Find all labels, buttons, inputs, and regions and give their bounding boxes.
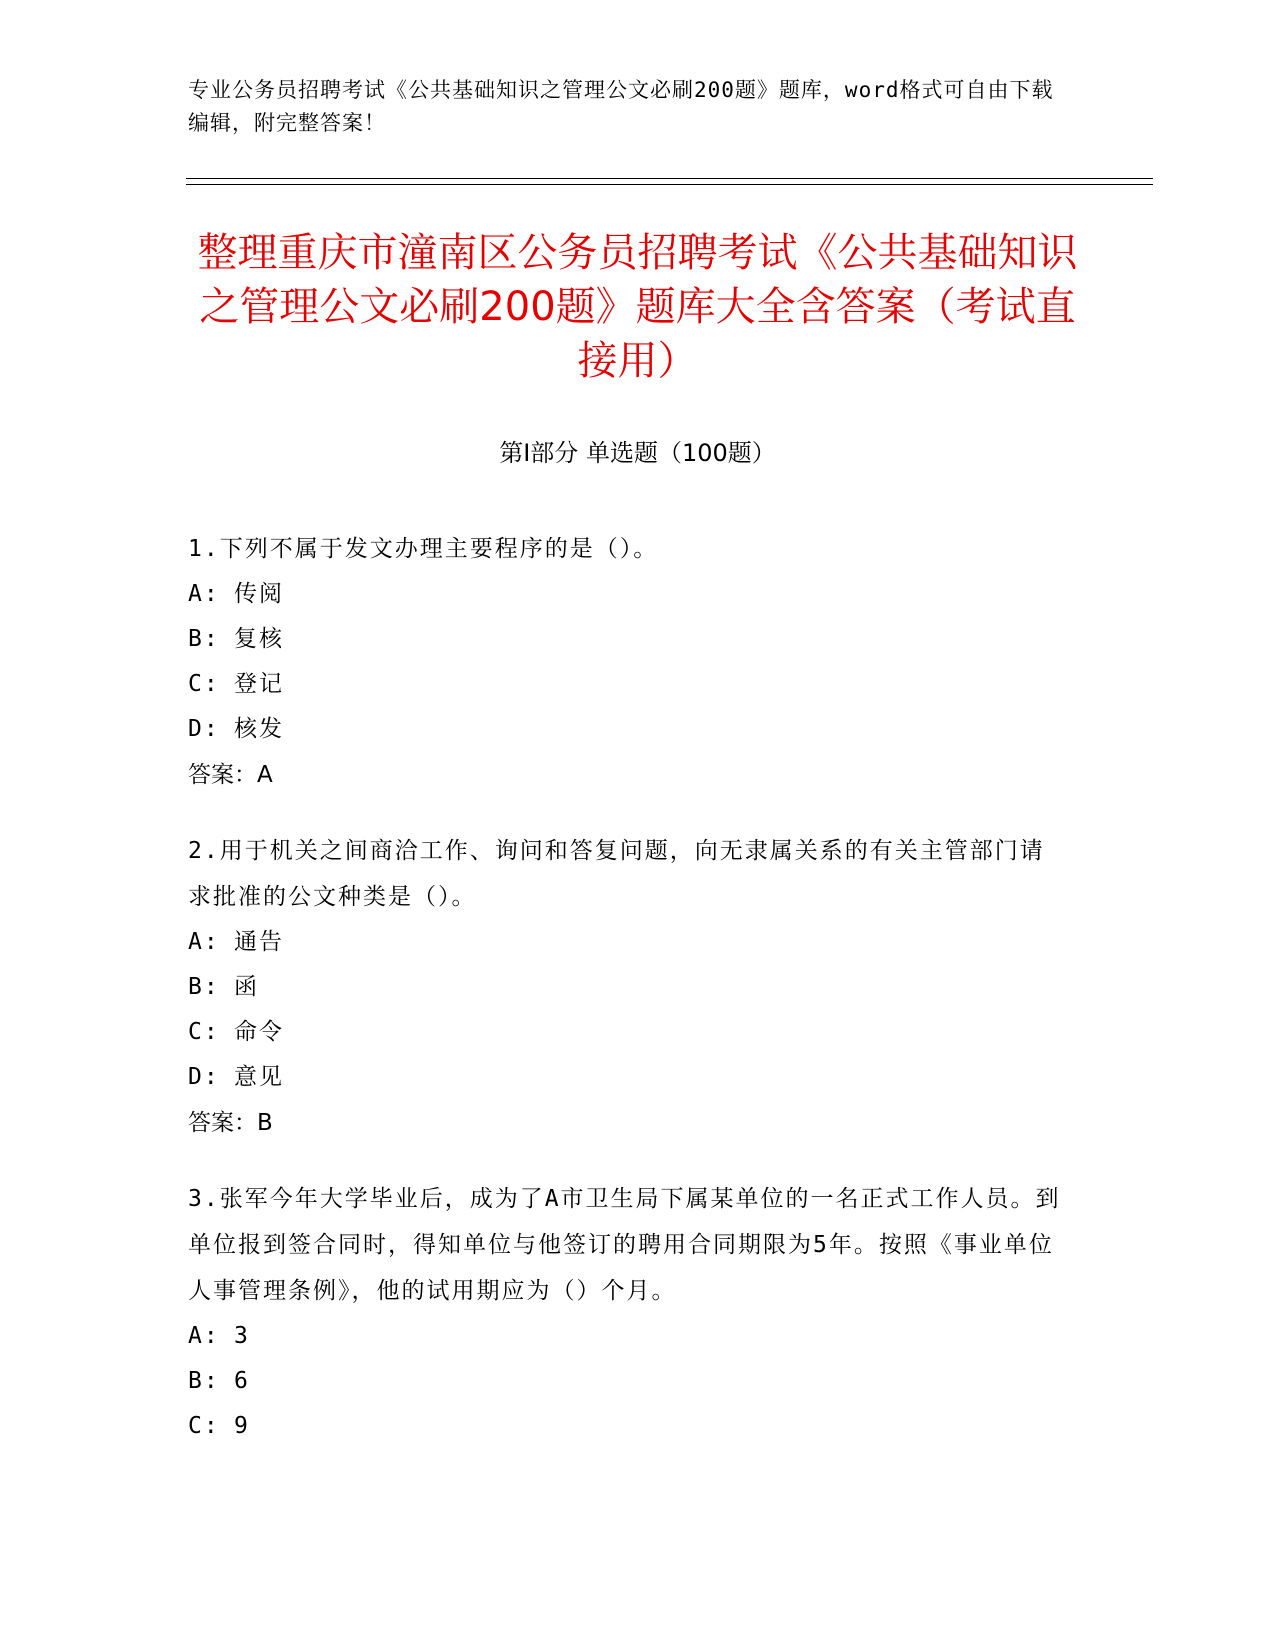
answer-line: 答案：B [188, 1110, 273, 1136]
option-a [188, 920, 1068, 965]
option-key: A: [188, 581, 220, 607]
option-text: 9 [234, 1413, 250, 1439]
option-text: 传阅 [234, 581, 284, 607]
option-key: B: [188, 974, 220, 1000]
question-list [188, 526, 1068, 1479]
answer-line: 答案：A [188, 762, 273, 788]
option-text: 复核 [234, 626, 284, 652]
question-2 [188, 828, 1068, 1146]
option-text: 函 [234, 974, 259, 1000]
option-text: 命令 [234, 1019, 284, 1045]
question-1 [188, 526, 1068, 798]
option-text: 意见 [234, 1064, 284, 1090]
option-a [188, 572, 1068, 617]
header-rule-top [186, 178, 1153, 179]
question-3 [188, 1176, 1068, 1449]
option-b [188, 965, 1068, 1010]
option-key: B: [188, 626, 220, 652]
option-text: 3 [234, 1323, 250, 1349]
option-c [188, 662, 1068, 707]
option-key: C: [188, 671, 220, 697]
option-key: D: [188, 1064, 220, 1090]
option-b [188, 1359, 1068, 1404]
question-text: 3.张军今年大学毕业后，成为了A市卫生局下属某单位的一名正式工作人员。到单位报到签合同时，得知单位与他签订的聘用合同期限为5年。按照《事业单位人事管理条例》，他的试用期应为（）个月。 [188, 1186, 1061, 1304]
header-rule-bottom [186, 184, 1153, 185]
option-d [188, 707, 1068, 752]
option-c [188, 1010, 1068, 1055]
option-key: A: [188, 929, 220, 955]
option-text: 核发 [234, 716, 284, 742]
option-b [188, 617, 1068, 662]
section-title: 第Ⅰ部分 单选题（100题） [499, 439, 776, 467]
option-key: D: [188, 716, 220, 742]
option-d [188, 1055, 1068, 1100]
option-key: A: [188, 1323, 220, 1349]
option-a [188, 1314, 1068, 1359]
option-key: B: [188, 1368, 220, 1394]
option-text: 登记 [234, 671, 284, 697]
question-text: 2.用于机关之间商洽工作、询问和答复问题，向无隶属关系的有关主管部门请求批准的公文种类是（）。 [188, 838, 1045, 910]
header-note: 专业公务员招聘考试《公共基础知识之管理公文必刷200题》题库，word格式可自由下载编辑，附完整答案！ [188, 78, 1054, 135]
question-text: 1.下列不属于发文办理主要程序的是（）。 [188, 536, 659, 562]
option-key: C: [188, 1413, 220, 1439]
option-text: 通告 [234, 929, 284, 955]
option-c [188, 1404, 1068, 1449]
document-title: 整理重庆市潼南区公务员招聘考试《公共基础知识之管理公文必刷200题》题库大全含答案（考试直接用） [197, 230, 1078, 384]
option-text: 6 [234, 1368, 250, 1394]
option-key: C: [188, 1019, 220, 1045]
